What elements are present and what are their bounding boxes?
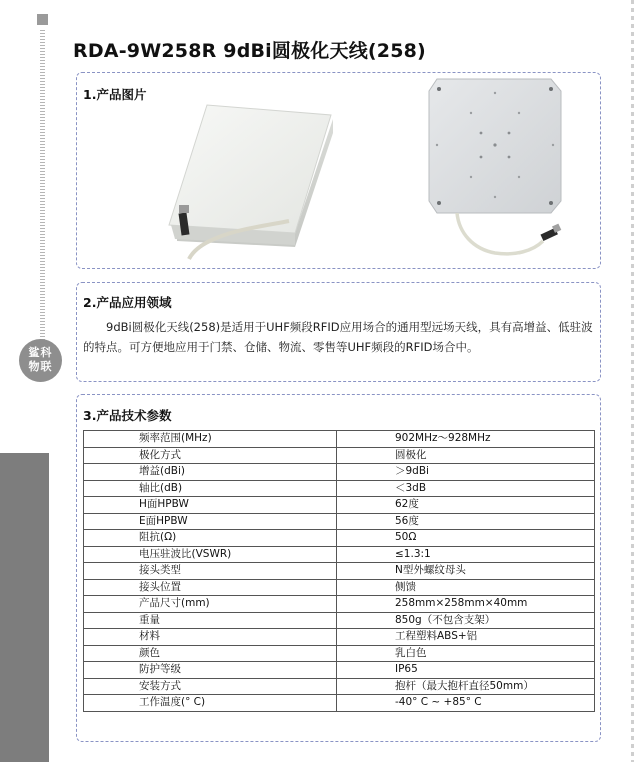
spec-row bbox=[84, 447, 595, 464]
spec-value: ＞9dBi bbox=[337, 464, 595, 481]
spec-value: 56度 bbox=[337, 513, 595, 530]
spec-value: N型外螺纹母头 bbox=[337, 563, 595, 580]
spec-value: 工程塑料ABS+铝 bbox=[337, 629, 595, 646]
spec-row bbox=[84, 563, 595, 580]
spec-label: 接头位置 bbox=[84, 579, 337, 596]
spec-row bbox=[84, 612, 595, 629]
specifications-heading: 3.产品技术参数 bbox=[83, 408, 172, 423]
spec-label: 阻抗(Ω) bbox=[84, 530, 337, 547]
spec-value: 850g（不包含支架） bbox=[337, 612, 595, 629]
spec-label: 材料 bbox=[84, 629, 337, 646]
product-images-panel bbox=[76, 72, 601, 269]
spec-label: 产品尺寸(mm) bbox=[84, 596, 337, 613]
antenna-back-photo bbox=[417, 73, 577, 268]
spec-row bbox=[84, 579, 595, 596]
spec-label: 接头类型 bbox=[84, 563, 337, 580]
spec-value: 50Ω bbox=[337, 530, 595, 547]
applications-panel bbox=[76, 282, 601, 382]
spec-label: 工作温度(° C) bbox=[84, 695, 337, 712]
spec-label: 颜色 bbox=[84, 645, 337, 662]
spec-label: 频率范围(MHz) bbox=[84, 431, 337, 448]
rail-dotted-line bbox=[40, 30, 45, 342]
spec-label: E面HPBW bbox=[84, 513, 337, 530]
brand-badge bbox=[19, 339, 62, 382]
applications-description: 9dBi圆极化天线(258)是适用于UHF频段RFID应用场合的通用型远场天线，具有高增益、低驻波的特点。可方便地应用于门禁、仓储、物流、零售等UHF频段的RFID场合中。 bbox=[83, 320, 593, 354]
spec-value: 902MHz～928MHz bbox=[337, 431, 595, 448]
spec-row bbox=[84, 480, 595, 497]
spec-value: ≤1.3:1 bbox=[337, 546, 595, 563]
spec-value: IP65 bbox=[337, 662, 595, 679]
spec-row bbox=[84, 530, 595, 547]
spec-label: 电压驻波比(VSWR) bbox=[84, 546, 337, 563]
spec-value: 62度 bbox=[337, 497, 595, 514]
product-images-heading: 1.产品图片 bbox=[83, 87, 147, 102]
spec-label: 防护等级 bbox=[84, 662, 337, 679]
spec-value: 侧馈 bbox=[337, 579, 595, 596]
spec-row bbox=[84, 645, 595, 662]
spec-value: ＜3dB bbox=[337, 480, 595, 497]
spec-value: -40° C ~ +85° C bbox=[337, 695, 595, 712]
spec-row bbox=[84, 464, 595, 481]
brand-badge-line2: 物联 bbox=[28, 360, 53, 373]
spec-row bbox=[84, 513, 595, 530]
spec-label: H面HPBW bbox=[84, 497, 337, 514]
spec-row bbox=[84, 546, 595, 563]
page-title: RDA-9W258R 9dBi圆极化天线(258) bbox=[73, 40, 426, 62]
spec-label: 增益(dBi) bbox=[84, 464, 337, 481]
spec-value: 抱杆（最大抱杆直径50mm） bbox=[337, 678, 595, 695]
specifications-panel bbox=[76, 394, 601, 742]
spec-value: 258mm×258mm×40mm bbox=[337, 596, 595, 613]
spec-value: 圆极化 bbox=[337, 447, 595, 464]
rail-square-marker bbox=[37, 14, 48, 25]
spec-label: 安装方式 bbox=[84, 678, 337, 695]
spec-row bbox=[84, 678, 595, 695]
applications-heading: 2.产品应用领域 bbox=[83, 295, 172, 310]
spec-label: 重量 bbox=[84, 612, 337, 629]
spec-label: 轴比(dB) bbox=[84, 480, 337, 497]
spec-row bbox=[84, 431, 595, 448]
spec-row bbox=[84, 497, 595, 514]
spec-label: 极化方式 bbox=[84, 447, 337, 464]
spec-row bbox=[84, 596, 595, 613]
antenna-front-photo bbox=[119, 93, 359, 268]
rail-gray-block bbox=[0, 453, 49, 762]
specifications-table bbox=[83, 430, 595, 712]
spec-value: 乳白色 bbox=[337, 645, 595, 662]
brand-badge-line1: 鲨科 bbox=[28, 346, 53, 359]
spec-row bbox=[84, 629, 595, 646]
spec-row bbox=[84, 695, 595, 712]
spec-row bbox=[84, 662, 595, 679]
